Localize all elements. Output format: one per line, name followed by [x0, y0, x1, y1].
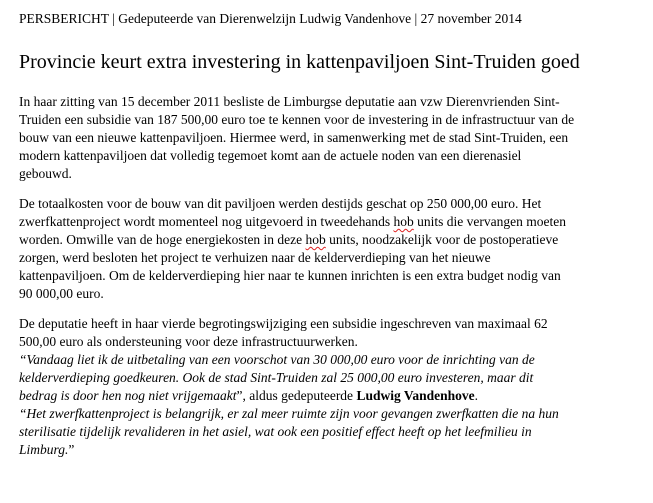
press-header: PERSBERICHT | Gedeputeerde van Dierenwelzijn Ludwig Vandenhove | 27 november 2014 [19, 11, 522, 26]
attribution-text: ”, aldus gedeputeerde [236, 388, 357, 403]
quote-line [19, 351, 644, 369]
document-body [19, 93, 644, 459]
paragraph-gap [19, 303, 644, 315]
text-line [19, 213, 644, 231]
text-line: 90 000,00 euro. [19, 286, 104, 301]
quote-text: kelderverdieping goedkeuren. Ook de stad Sint-Truiden zal 25 000,00 euro investeren, maar dit [19, 370, 534, 385]
spellcheck-word: hob [393, 214, 414, 229]
text-line: De totaalkosten voor de bouw van dit paviljoen werden destijds geschat op 250 000,00 euro. Het [19, 196, 542, 211]
quote-text: “Het zwerfkattenproject is belangrijk, er zal meer ruimte zijn voor gevangen zwerfkatten die na hun [19, 406, 559, 421]
text-segment: units die vervangen moeten [413, 214, 566, 229]
text-line: gebouwd. [19, 166, 72, 181]
text-segment: worden. Omwille van de hoge energiekosten in deze [19, 232, 306, 247]
text-line: De deputatie heeft in haar vierde begrotingswijziging een subsidie ingeschreven van maximaal 62 [19, 316, 548, 331]
quote-text: bedrag is door hen nog niet vrijgemaakt [19, 388, 237, 403]
text-line: kattenpaviljoen. Om de kelderverdieping hier naar te kunnen inrichten is een extra budget nodig van [19, 268, 561, 283]
text-line [19, 231, 644, 249]
text-line: In haar zitting van 15 december 2011 besliste de Limburgse deputatie aan vzw Dierenvrienden Sint- [19, 94, 560, 109]
quote-line [19, 369, 644, 387]
text-line: Truiden een subsidie van 187 500,00 euro toe te kennen voor de investering in de infrastructuur van de [19, 112, 575, 127]
page-title: Provincie keurt extra investering in kattenpaviljoen Sint-Truiden goed [19, 51, 580, 73]
quote-line [19, 405, 644, 423]
quote-text: sterilisatie tijdelijk revalideren in het asiel, wat ook een positief effect heeft op het leefmilieu in [19, 424, 532, 439]
quote-line [19, 423, 644, 441]
text-segment: ” [68, 442, 75, 457]
quote-text: “Vandaag liet ik de uitbetaling van een voorschot van 30 000,00 euro voor de inrichting van de [19, 352, 535, 367]
text-segment: . [474, 388, 478, 403]
text-line: bouw van een nieuwe kattenpaviljoen. Hiermee werd, in samenwerking met de stad Sint-Truiden, een [19, 130, 569, 145]
text-line: zorgen, werd besloten het project te verhuizen naar de kelderverdieping van het nieuwe [19, 250, 491, 265]
spellcheck-word: hob [305, 232, 326, 247]
text-segment: zwerfkattenproject wordt momenteel nog uitgevoerd in tweedehands [19, 214, 394, 229]
paragraph-gap [19, 183, 644, 195]
paragraph-3 [19, 315, 644, 459]
quote-text: Limburg. [19, 442, 69, 457]
text-line: 500,00 euro als ondersteuning voor deze infrastructuurwerken. [19, 334, 358, 349]
text-segment: units, noodzakelijk voor de postoperatieve [325, 232, 559, 247]
quote-line [19, 387, 644, 405]
quote-line [19, 441, 644, 459]
paragraph-1 [19, 93, 644, 183]
speaker-name: Ludwig Vandenhove [356, 388, 475, 403]
paragraph-2 [19, 195, 644, 303]
text-line: modern kattenpaviljoen dat volledig tegemoet komt aan de actuele noden van een dierenasiel [19, 148, 522, 163]
